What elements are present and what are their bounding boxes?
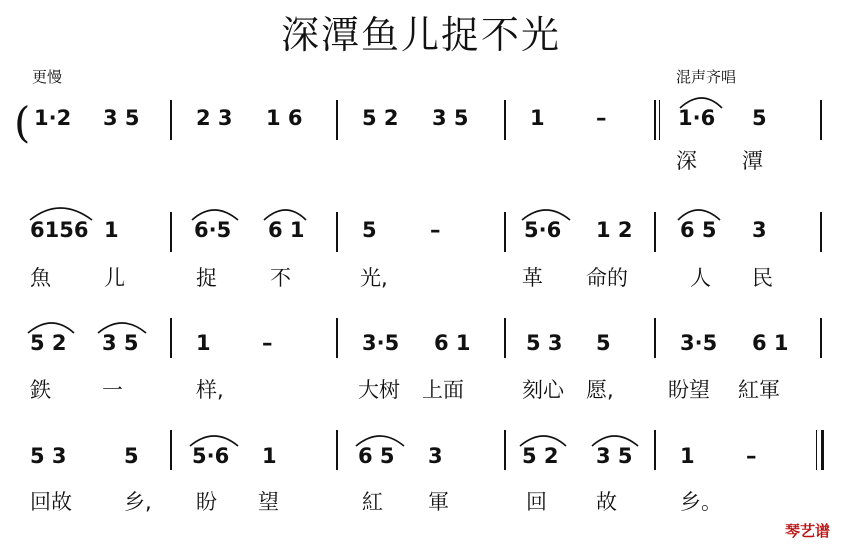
note-group: 3 5 (102, 331, 139, 355)
note-group: 6 5 (358, 444, 395, 468)
note-group: 6·5 (194, 218, 232, 242)
bar-line (820, 100, 822, 140)
note-group: 5 2 (30, 331, 67, 355)
note-group: 1 (196, 331, 211, 355)
bar-line (336, 212, 338, 252)
lyric: 乡, (124, 490, 152, 514)
bar-line (820, 318, 822, 358)
lyric: 不 (270, 266, 291, 290)
note-group: 1 (680, 444, 695, 468)
lyric: 回故 (30, 490, 72, 514)
lyric: 深 (676, 149, 697, 173)
note-group: 3·5 (680, 331, 718, 355)
bar-line (170, 100, 172, 140)
note-group: 6 5 (680, 218, 717, 242)
note-group: 3 (752, 218, 767, 242)
note-group: 1·2 (34, 106, 72, 130)
note-group: 1 (530, 106, 545, 130)
bar-line (654, 100, 656, 140)
note-group: 5 (752, 106, 767, 130)
bar-line (504, 100, 506, 140)
note-group: 5·6 (524, 218, 562, 242)
bar-line (654, 318, 656, 358)
note-group: 5 2 (362, 106, 399, 130)
note-group: 3 5 (596, 444, 633, 468)
lyric: 回 (526, 490, 547, 514)
lyric: 望 (258, 490, 279, 514)
note-group: 5 (124, 444, 139, 468)
final-bar-thin (816, 430, 817, 470)
bar-line (654, 430, 656, 470)
note-group: 6 1 (434, 331, 471, 355)
bar-line (654, 212, 656, 252)
note-group: 5·6 (192, 444, 230, 468)
note-group: 1 (262, 444, 277, 468)
note-group: 3·5 (362, 331, 400, 355)
note-group: 5 3 (30, 444, 67, 468)
bar-line-double (659, 100, 660, 140)
note-group: 5 (596, 331, 611, 355)
note-group: 1·6 (678, 106, 716, 130)
note-group: – (430, 218, 441, 242)
note-group: 1 (104, 218, 119, 242)
lyric: 盼 (196, 490, 217, 514)
lyric: 儿 (104, 266, 125, 290)
note-group: 3 5 (432, 106, 469, 130)
lyric: 魚 (30, 266, 51, 290)
lyric: 紅軍 (738, 378, 780, 402)
lyric: 愿, (586, 378, 614, 402)
lyric: 乡。 (680, 490, 722, 514)
lyric: 人 (690, 266, 711, 290)
lyric: 潭 (742, 149, 763, 173)
bar-line (336, 318, 338, 358)
bar-line (170, 212, 172, 252)
lyric: 命的 (586, 266, 628, 290)
lyric: 盼望 (668, 378, 710, 402)
tempo-marking: 更慢 (32, 68, 63, 86)
bar-line (170, 430, 172, 470)
note-group: – (746, 444, 757, 468)
lyric: 捉 (196, 266, 217, 290)
note-group: 6 1 (752, 331, 789, 355)
bar-line (336, 430, 338, 470)
note-group: 6 1 (268, 218, 305, 242)
note-group: 2 3 (196, 106, 233, 130)
lyric: 大树 (358, 378, 400, 402)
page-title: 深潭鱼儿捉不光 (280, 13, 561, 57)
note-group: 3 5 (103, 106, 140, 130)
note-group: 5 (362, 218, 377, 242)
note-group: 5 3 (526, 331, 563, 355)
note-group: 1 6 (266, 106, 303, 130)
note-group: – (596, 106, 607, 130)
lyric: 革 (522, 266, 543, 290)
bar-line (504, 212, 506, 252)
lyric: 光, (360, 266, 388, 290)
lyric: 样, (196, 378, 224, 402)
note-group: 3 (428, 444, 443, 468)
lyric: 故 (596, 490, 617, 514)
lyric: 軍 (428, 490, 449, 514)
note-group: 5 2 (522, 444, 559, 468)
lyric: 上面 (422, 378, 464, 402)
lyric: 民 (752, 266, 773, 290)
lyric: 一 (102, 378, 123, 402)
note-group: – (262, 331, 273, 355)
voice-marking: 混声齐唱 (676, 68, 737, 86)
repeat-parenthesis: ( (14, 98, 31, 147)
note-group: 6156 (30, 218, 89, 242)
final-bar-thick (821, 430, 824, 470)
lyric: 刻心 (522, 378, 564, 402)
bar-line (170, 318, 172, 358)
bar-line (504, 430, 506, 470)
lyric: 鉄 (30, 378, 51, 402)
bar-line (820, 212, 822, 252)
watermark-logo: 琴艺谱 (784, 522, 830, 540)
lyric: 紅 (362, 490, 383, 514)
bar-line (504, 318, 506, 358)
bar-line (336, 100, 338, 140)
note-group: 1 2 (596, 218, 633, 242)
